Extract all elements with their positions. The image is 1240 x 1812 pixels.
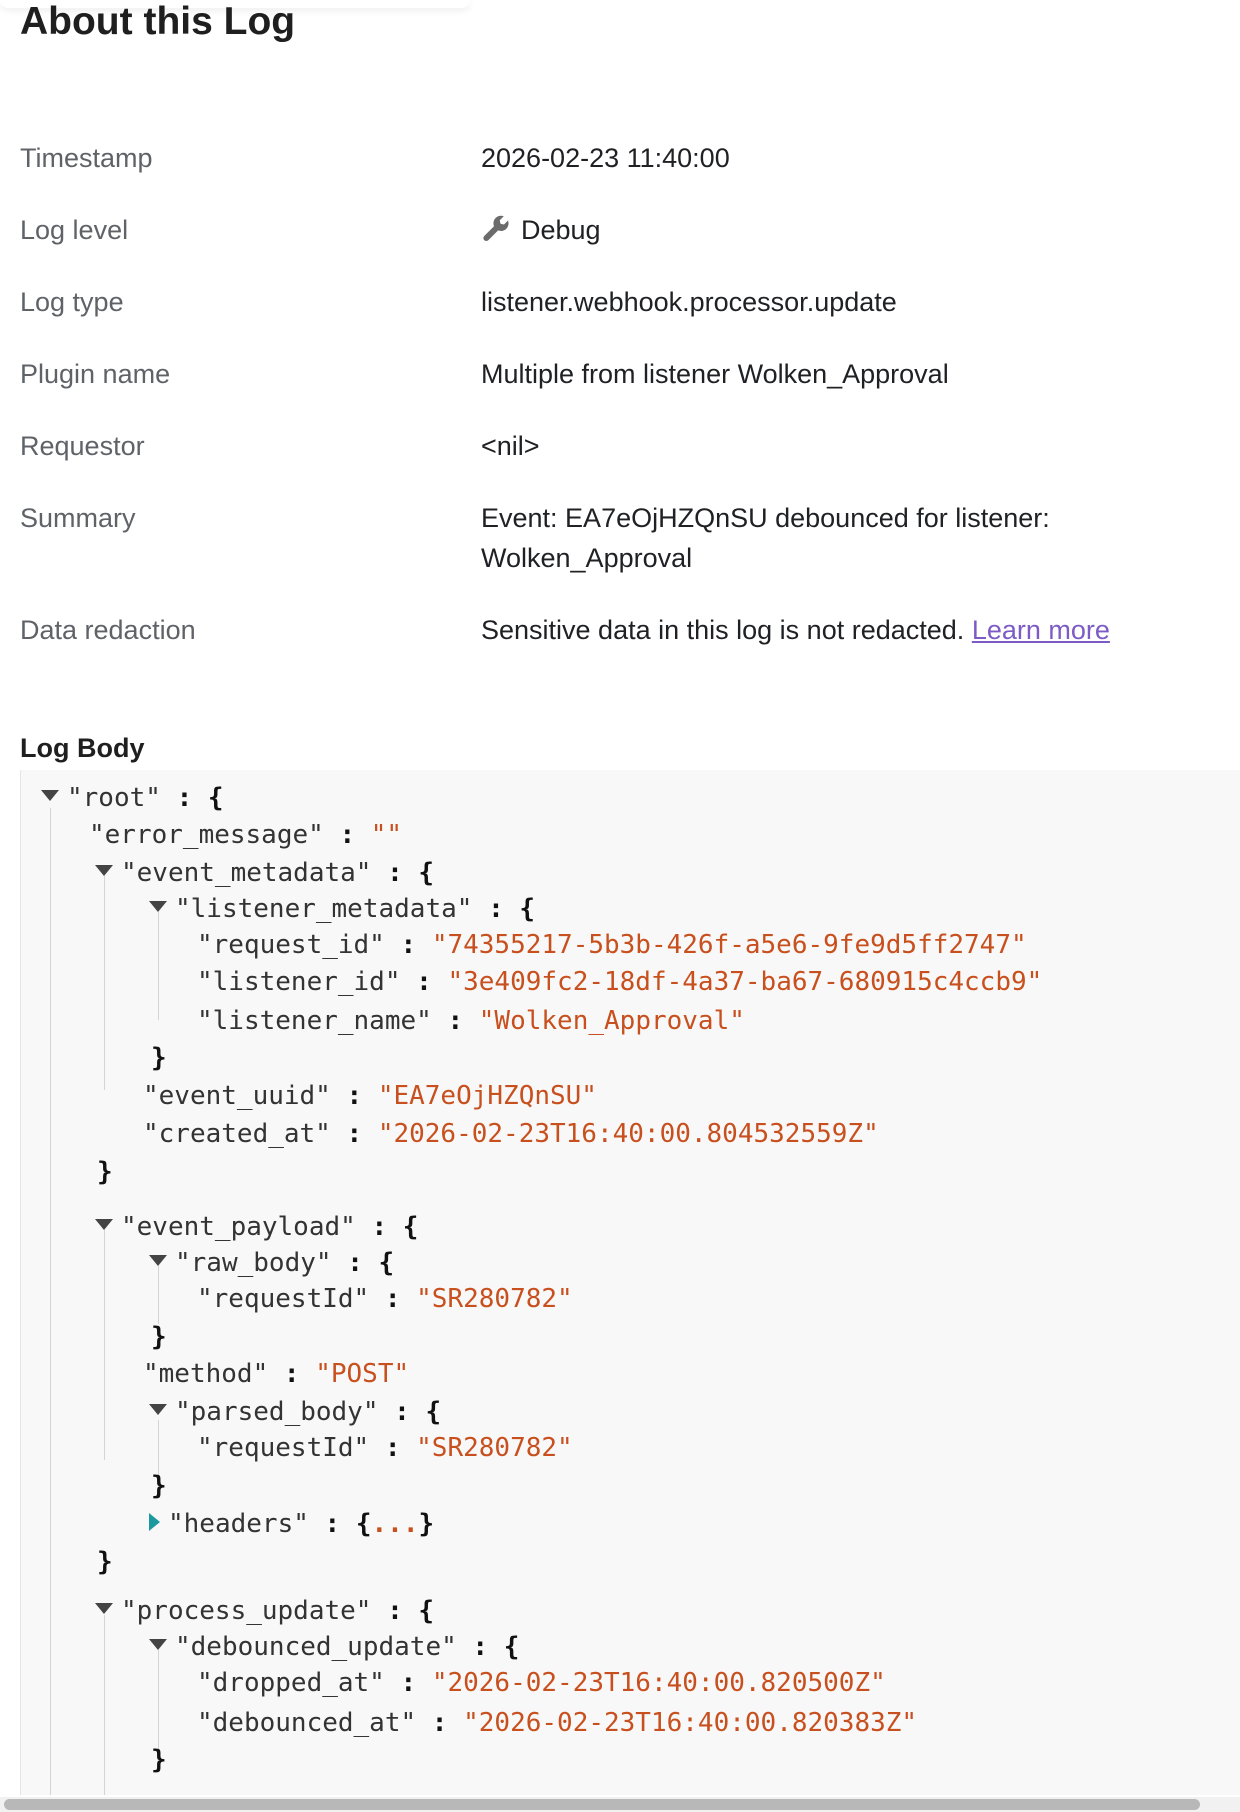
data-redaction-value: [481, 610, 1181, 650]
json-key: "requestId": [197, 1433, 370, 1463]
json-key: "debounced_at": [197, 1708, 417, 1738]
scrollbar-thumb[interactable]: [4, 1799, 1200, 1810]
summary-value: Event: EA7eOjHZQnSU debounced for listener: Wolken_Approval: [481, 503, 1050, 573]
json-value: "SR280782": [416, 1284, 573, 1314]
collapse-caret-icon[interactable]: [95, 865, 113, 876]
json-field-dropped-at: "dropped_at" : "2026-02-23T16:40:00.820500Z": [197, 1668, 886, 1698]
json-key: "listener_id": [197, 967, 401, 997]
json-value: "74355217-5b3b-426f-a5e6-9fe9d5ff2747": [431, 930, 1027, 960]
log-body-title: Log Body: [20, 733, 145, 763]
wrench-icon: [481, 214, 511, 244]
data-redaction-label: Data redaction: [20, 615, 196, 645]
json-key: "raw_body": [175, 1248, 332, 1278]
learn-more-link[interactable]: Learn more: [971, 615, 1110, 645]
json-field-listener-name: "listener_name" : "Wolken_Approval": [197, 1006, 745, 1036]
timestamp-label: Timestamp: [20, 143, 153, 173]
timestamp-value: 2026-02-23 11:40:00: [481, 143, 730, 173]
json-key: "dropped_at": [197, 1668, 385, 1698]
json-close-brace: }: [151, 1745, 167, 1775]
requestor-label: Requestor: [20, 431, 145, 461]
json-field-request-id: "request_id" : "74355217-5b3b-426f-a5e6-9fe9d5ff2747": [197, 930, 1027, 960]
json-key: "error_message": [89, 820, 324, 850]
json-key: "listener_metadata": [175, 894, 473, 924]
json-close-brace: }: [151, 1322, 167, 1352]
json-close-brace: }: [151, 1043, 167, 1073]
log-level-text: Debug: [521, 215, 601, 245]
json-value: "": [370, 820, 403, 850]
detail-row-data-redaction: [20, 610, 1220, 650]
collapse-caret-icon[interactable]: [149, 1255, 167, 1266]
json-key: "created_at": [143, 1119, 331, 1149]
indent-guide: [104, 1615, 105, 1795]
json-field-method: "method" : "POST": [143, 1359, 410, 1389]
detail-row-requestor: [20, 426, 1220, 466]
collapse-caret-icon[interactable]: [149, 1404, 167, 1415]
plugin-name-label: Plugin name: [20, 359, 171, 389]
json-field-created-at: "created_at" : "2026-02-23T16:40:00.804532559Z": [143, 1119, 879, 1149]
summary-label: Summary: [20, 503, 136, 533]
collapse-caret-icon[interactable]: [149, 1639, 167, 1650]
json-node-listener-metadata[interactable]: "listener_metadata" : {: [149, 891, 535, 927]
json-field-debounced-at: "debounced_at" : "2026-02-23T16:40:00.820383Z": [197, 1708, 918, 1738]
json-key: "debounced_update": [175, 1632, 457, 1662]
indent-guide: [104, 1230, 105, 1460]
json-key: "process_update": [121, 1596, 372, 1626]
json-close-brace: }: [97, 1547, 113, 1577]
json-value: "POST": [315, 1359, 410, 1389]
json-field-request-id-raw: "requestId" : "SR280782": [197, 1284, 573, 1314]
plugin-name-value: Multiple from listener Wolken_Approval: [481, 359, 949, 389]
indent-guide: [104, 876, 105, 1090]
json-field-request-id-parsed: "requestId" : "SR280782": [197, 1433, 573, 1463]
json-close-brace: }: [151, 1471, 167, 1501]
json-field-event-uuid: "event_uuid" : "EA7eOjHZQnSU": [143, 1081, 597, 1111]
detail-row-timestamp: [20, 138, 1220, 178]
json-value: "2026-02-23T16:40:00.820500Z": [431, 1668, 886, 1698]
detail-row-log-level: [20, 210, 1220, 250]
json-key: "parsed_body": [175, 1397, 379, 1427]
collapsed-ellipsis[interactable]: ...: [371, 1509, 419, 1539]
json-key: "root": [67, 783, 161, 813]
log-type-label: Log type: [20, 287, 124, 317]
json-value: "2026-02-23T16:40:00.804532559Z": [377, 1119, 879, 1149]
log-body-json-viewer[interactable]: [20, 770, 1240, 1795]
collapse-caret-icon[interactable]: [95, 1603, 113, 1614]
json-node-raw-body[interactable]: "raw_body" : {: [149, 1245, 394, 1281]
json-key: "event_uuid": [143, 1081, 331, 1111]
json-key: "request_id": [197, 930, 385, 960]
json-node-process-update[interactable]: "process_update" : {: [95, 1593, 434, 1629]
json-node-event-metadata[interactable]: "event_metadata" : {: [95, 855, 434, 891]
json-node-headers[interactable]: "headers" : {...}: [149, 1506, 434, 1542]
json-key: "headers": [168, 1509, 309, 1539]
json-node-parsed-body[interactable]: "parsed_body" : {: [149, 1394, 441, 1430]
collapse-caret-icon[interactable]: [41, 790, 59, 801]
json-close-brace: }: [97, 1157, 113, 1187]
collapse-caret-icon[interactable]: [149, 901, 167, 912]
data-redaction-text: Sensitive data in this log is not redacted.: [481, 615, 965, 645]
collapse-caret-icon[interactable]: [95, 1219, 113, 1230]
log-details: [20, 138, 1220, 682]
json-value: "SR280782": [416, 1433, 573, 1463]
json-field-listener-id: "listener_id" : "3e409fc2-18df-4a37-ba67-680915c4ccb9": [197, 967, 1043, 997]
json-node-root[interactable]: "root" : {: [41, 780, 224, 816]
json-node-debounced-update[interactable]: "debounced_update" : {: [149, 1629, 519, 1665]
indent-guide: [50, 808, 51, 1795]
log-type-value: listener.webhook.processor.update: [481, 287, 897, 317]
json-node-event-payload[interactable]: "event_payload" : {: [95, 1209, 418, 1245]
json-key: "event_payload": [121, 1212, 356, 1242]
json-key: "requestId": [197, 1284, 370, 1314]
json-value: "2026-02-23T16:40:00.820383Z": [463, 1708, 918, 1738]
json-key: "listener_name": [197, 1006, 432, 1036]
json-key: "event_metadata": [121, 858, 372, 888]
log-level-value: [481, 210, 1181, 250]
log-level-label: Log level: [20, 215, 129, 245]
requestor-value: <nil>: [481, 431, 540, 461]
horizontal-scrollbar[interactable]: [0, 1797, 1240, 1812]
json-field-error-message: "error_message" : "": [89, 820, 403, 850]
detail-row-plugin-name: [20, 354, 1220, 394]
json-value: "3e409fc2-18df-4a37-ba67-680915c4ccb9": [447, 967, 1043, 997]
expand-caret-icon[interactable]: [149, 1513, 160, 1531]
detail-row-summary: [20, 498, 1220, 578]
json-value: "EA7eOjHZQnSU": [377, 1081, 597, 1111]
page-title: About this Log: [20, 0, 296, 43]
indent-guide: [158, 912, 159, 1020]
detail-row-log-type: [20, 282, 1220, 322]
json-key: "method": [143, 1359, 269, 1389]
json-value: "Wolken_Approval": [478, 1006, 745, 1036]
